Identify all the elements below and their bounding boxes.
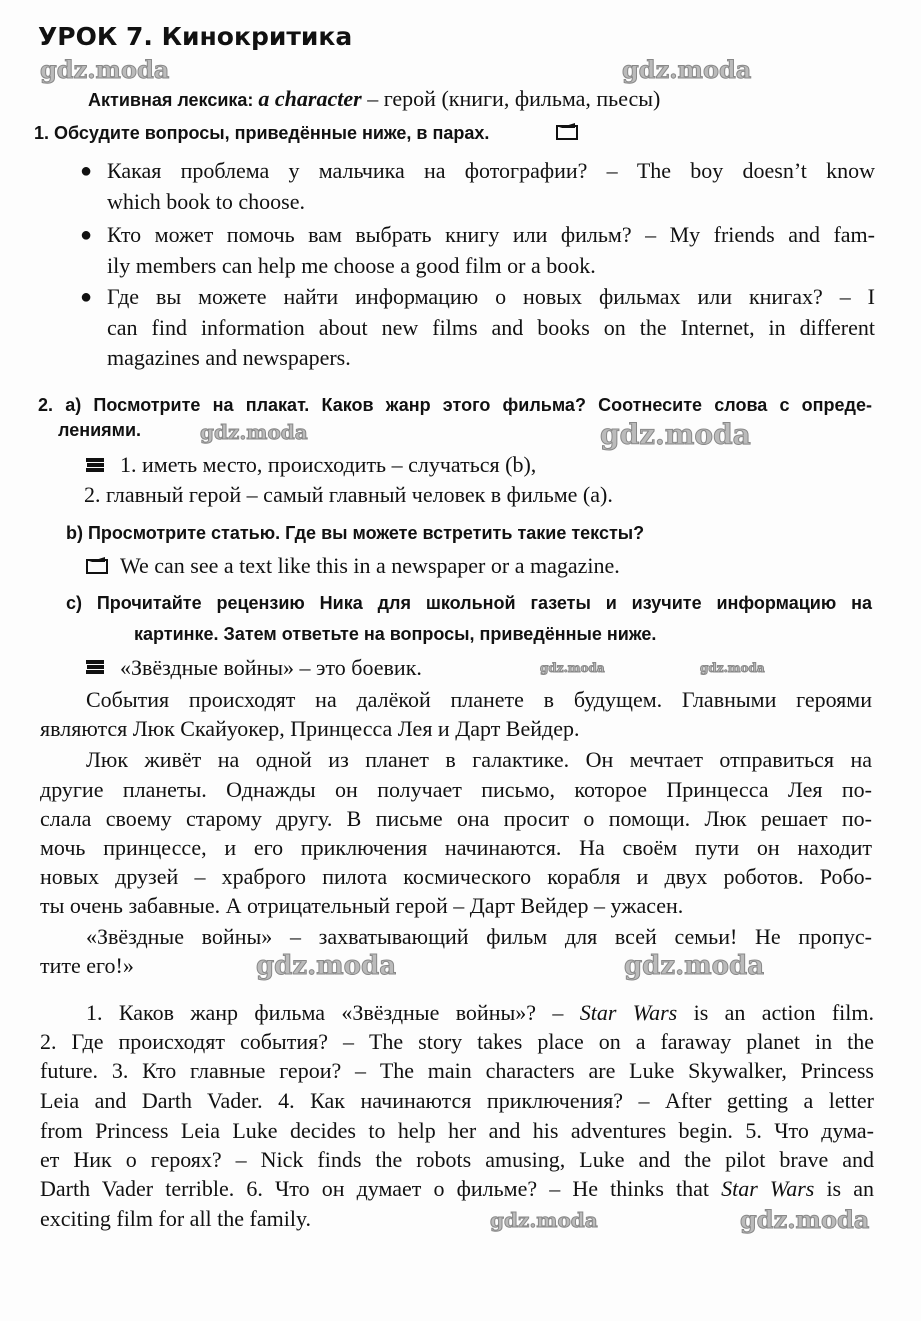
bullet-icon: ● <box>80 286 93 308</box>
bullet-icon: ● <box>80 224 93 246</box>
review-line: являются Люк Скайуокер, Принцесса Лея и Дарт Вейдер. <box>40 716 580 741</box>
watermark: gdz.moda <box>740 1205 870 1234</box>
review-line: новых друзей – храброго пилота космического корабля и двух роботов. Робо- <box>40 864 872 889</box>
task2a-heading: лениями. <box>58 420 142 440</box>
task2a-answer: 1. иметь место, происходить – случаться (b), <box>120 452 537 477</box>
answer-line: future. 3. Кто главные герои? – The main characters are Luke Skywalker, Princess <box>40 1058 874 1083</box>
answer-line: 2. Где происходят события? – The story takes place on a faraway planet in the <box>40 1029 874 1054</box>
watermark: gdz.moda <box>490 1208 598 1232</box>
task2b-answer: We can see a text like this in a newspaper or a magazine. <box>120 553 620 578</box>
answer-line: ет Ник о героях? – Nick finds the robots amusing, Luke and the pilot brave and <box>40 1147 874 1172</box>
books-icon <box>84 455 106 473</box>
answer-line: 1. Каков жанр фильма «Звёздные войны»? – Star Wars is an action film. <box>86 1000 875 1025</box>
answer-line: from Princess Leia Luke decides to help her and his adventures begin. 5. Что дума- <box>40 1118 874 1143</box>
vocab-definition: – герой (книги, фильма, пьесы) <box>361 86 661 111</box>
review-line: мочь принцессе, и его приключения начинаются. На своём пути он находит <box>40 835 872 860</box>
task2a-heading: 2. a) Посмотрите на плакат. Каков жанр этого фильма? Соотнесите слова с опреде- <box>38 395 872 415</box>
review-line: События происходят на далёкой планете в будущем. Главными героями <box>86 687 872 712</box>
pair-work-icon <box>86 556 108 574</box>
watermark: gdz.moda <box>600 418 751 451</box>
task1-bullet-line: ily members can help me choose a good film or a book. <box>107 253 596 278</box>
review-line: слала своему старому другу. В письме она просит о помощи. Люк решает по- <box>40 806 872 831</box>
task1-bullet-line: can find information about new films and books on the Internet, in different <box>107 315 875 340</box>
task2c-heading: картинке. Затем ответьте на вопросы, приведённые ниже. <box>134 624 657 644</box>
watermark: gdz.moda <box>200 420 308 444</box>
books-icon <box>84 657 106 675</box>
vocab-term: a character <box>258 86 362 111</box>
review-line: ты очень забавные. А отрицательный герой – Дарт Вейдер – ужасен. <box>40 893 684 918</box>
review-line: «Звёздные войны» – захватывающий фильм для всей семьи! Не пропус- <box>86 924 872 949</box>
watermark: gdz.moda <box>540 661 605 675</box>
task1-bullet-line: Кто может помочь вам выбрать книгу или фильм? – My friends and fam- <box>107 222 875 247</box>
watermark: gdz.moda <box>622 55 752 84</box>
watermark: gdz.moda <box>624 951 765 981</box>
pair-work-icon <box>556 122 578 140</box>
watermark: gdz.moda <box>40 55 170 84</box>
review-line: Люк живёт на одной из планет в галактике. Он мечтает отправиться на <box>86 747 872 772</box>
task1-bullet-line: magazines and newspapers. <box>107 345 351 370</box>
task1-bullet-line: Какая проблема у мальчика на фотографии? – The boy doesn’t know <box>107 158 875 183</box>
task1-bullet-line: Где вы можете найти информацию о новых фильмах или книгах? – I <box>107 284 875 309</box>
task2b-heading: b) Просмотрите статью. Где вы можете встретить такие тексты? <box>66 523 645 543</box>
task1-heading: 1. Обсудите вопросы, приведённые ниже, в парах. <box>34 123 490 143</box>
task2c-heading: c) Прочитайте рецензию Ника для школьной газеты и изучите информацию на <box>66 593 872 613</box>
task1-bullet-line: which book to choose. <box>107 189 305 214</box>
task2a-answer: 2. главный герой – самый главный человек в фильме (a). <box>84 482 613 507</box>
watermark: gdz.moda <box>700 661 765 675</box>
vocab-label: Активная лексика: <box>88 90 259 110</box>
lesson-title: УРОК 7. Кинокритика <box>38 22 353 51</box>
task2c-genre: «Звёздные войны» – это боевик. <box>120 655 422 680</box>
review-line: тите его!» <box>40 953 134 978</box>
vocabulary-line <box>88 86 660 113</box>
watermark: gdz.moda <box>256 951 397 981</box>
answer-line: Darth Vader terrible. 6. Что он думает о фильме? – He thinks that Star Wars is an <box>40 1176 874 1201</box>
review-line: другие планеты. Однажды он получает письмо, которое Принцесса Лея по- <box>40 777 872 802</box>
bullet-icon: ● <box>80 160 93 182</box>
answer-line: Leia and Darth Vader. 4. Как начинаются приключения? – After getting a letter <box>40 1088 874 1113</box>
answer-line: exciting film for all the family. <box>40 1206 312 1231</box>
